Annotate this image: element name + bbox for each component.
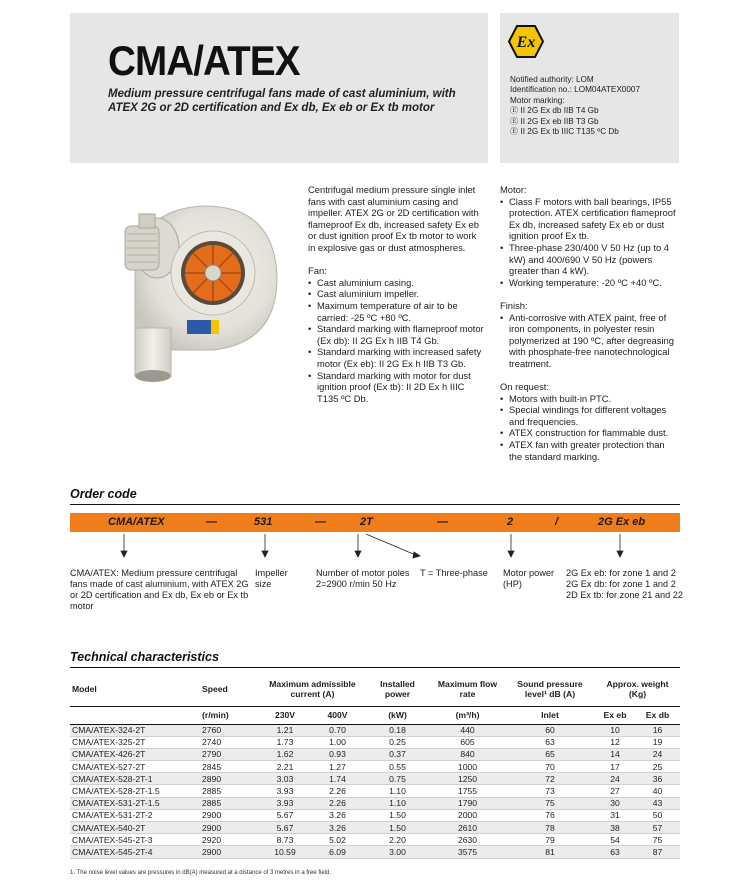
page-title: CMA/ATEX [108, 37, 300, 84]
code-poles: 2T [360, 516, 373, 528]
table-cell: 79 [505, 834, 595, 846]
table-row [70, 724, 680, 736]
table-cell: 25 [635, 761, 680, 773]
table-cell: 0.70 [310, 724, 365, 736]
finish-heading: Finish: [500, 299, 528, 311]
list-item: • Maximum temperature of air to be carried: -25 ºC +80 ºC. [308, 300, 486, 323]
code-model: CMA/ATEX [108, 516, 165, 528]
unit-ex-db: Ex db [635, 706, 680, 724]
motor-heading: Motor: [500, 184, 527, 195]
col-weight: Approx. weight (Kg) [595, 672, 680, 706]
col-flow: Maximum flow rate [430, 672, 505, 706]
list-item: • Motors with built-in PTC. [500, 393, 680, 405]
list-item: • Class F motors with ball bearings, IP55 protection. ATEX certification flameproof Ex db, increased safety Ex eb or dust ignition proof Ex tb. [500, 196, 680, 242]
tech-title: Technical characteristics [70, 650, 219, 664]
list-item: • Cast aluminium casing. [308, 277, 486, 289]
table-cell: 2630 [430, 834, 505, 846]
table-cell: CMA/ATEX-545-2T-3 [70, 834, 200, 846]
table-cell: 6.09 [310, 846, 365, 858]
table-cell: 3.03 [260, 773, 310, 785]
order-code-title: Order code [70, 487, 137, 501]
table-cell: 16 [635, 724, 680, 736]
table-cell: 30 [595, 797, 635, 809]
table-cell: 38 [595, 822, 635, 834]
ex-logo-text: Ex [516, 34, 536, 51]
order-code-bar [70, 513, 680, 532]
table-cell: 50 [635, 809, 680, 821]
cert-line: Ⓔ II 2G Ex eb IIB T3 Gb [510, 116, 599, 126]
table-cell: 1.50 [365, 822, 430, 834]
header-panel [70, 13, 488, 163]
table-cell: 3.26 [310, 809, 365, 821]
table-cell: 2790 [200, 748, 260, 760]
table-cell: 2890 [200, 773, 260, 785]
table-cell: 0.37 [365, 748, 430, 760]
table-cell: 43 [635, 797, 680, 809]
table-cell: 2885 [200, 797, 260, 809]
list-item: • Cast aluminium impeller. [308, 288, 486, 300]
table-cell: 1.27 [310, 761, 365, 773]
table-cell: 5.67 [260, 809, 310, 821]
table-cell: 31 [595, 809, 635, 821]
section-divider [70, 667, 680, 668]
table-cell: 3.93 [260, 785, 310, 797]
table-row [70, 785, 680, 797]
col-power: Installed power [365, 672, 430, 706]
table-row [70, 736, 680, 748]
table-cell: CMA/ATEX-325-2T [70, 736, 200, 748]
motor-list [500, 196, 680, 289]
table-cell: CMA/ATEX-540-2T [70, 822, 200, 834]
table-cell: 1.10 [365, 797, 430, 809]
table-cell: CMA/ATEX-324-2T [70, 724, 200, 736]
code-separator: — [437, 516, 448, 528]
table-cell: 40 [635, 785, 680, 797]
col-sound: Sound pressure level¹ dB (A) [505, 672, 595, 706]
table-cell: CMA/ATEX-528-2T-1.5 [70, 785, 200, 797]
table-cell: 0.55 [365, 761, 430, 773]
table-cell: 0.25 [365, 736, 430, 748]
unit-400v: 400V [310, 706, 365, 724]
table-row [70, 797, 680, 809]
table-cell: CMA/ATEX-545-2T-4 [70, 846, 200, 858]
table-cell: 24 [595, 773, 635, 785]
table-cell: 440 [430, 724, 505, 736]
code-impeller: 531 [254, 516, 273, 528]
table-cell: 81 [505, 846, 595, 858]
list-item: • ATEX construction for flammable dust. [500, 427, 680, 439]
table-cell: 2.20 [365, 834, 430, 846]
list-item: • Standard marking with increased safety motor (Ex eb): II 2G Ex h IIB T3 Gb. [308, 346, 486, 369]
col-model: Model [70, 672, 200, 706]
table-cell: 36 [635, 773, 680, 785]
table-cell: 76 [505, 809, 595, 821]
unit-inlet: Inlet [505, 706, 595, 724]
table-cell: 5.67 [260, 822, 310, 834]
unit-ex-eb: Ex eb [595, 706, 635, 724]
cert-line: Motor marking: [510, 95, 565, 105]
table-row [70, 834, 680, 846]
table-cell: 0.18 [365, 724, 430, 736]
table-units-row [70, 706, 680, 724]
fan-list [308, 277, 486, 405]
table-cell: 73 [505, 785, 595, 797]
table-cell: 5.02 [310, 834, 365, 846]
unit-flow: (m³/h) [430, 706, 505, 724]
page-subtitle: Medium pressure centrifugal fans made of cast aluminium, with ATEX 2G or 2D certification and Ex db, Ex eb or Ex tb motor [108, 88, 456, 114]
list-item: • Standard marking with motor for dust ignition proof (Ex tb): II 2D Ex h IIIC T135 ºC Db. [308, 370, 486, 405]
centrifugal-fan-photo [95, 178, 295, 383]
table-cell: CMA/ATEX-528-2T-1 [70, 773, 200, 785]
col-current: Maximum admissible current (A) [260, 672, 365, 706]
table-cell: 3.93 [260, 797, 310, 809]
intro-text: Centrifugal medium pressure single inlet fans with cast aluminium casing and impeller. ATEX 2G or 2D certification with flameproof Ex db, increased safety Ex eb or dust ignition proof Ex tb motor to work in explosive gas or dust atmospheres. [308, 184, 479, 253]
table-cell: 2.26 [310, 785, 365, 797]
table-cell: 1.73 [260, 736, 310, 748]
table-cell: 840 [430, 748, 505, 760]
request-heading: On request: [500, 381, 549, 393]
cert-line: Ⓔ II 2G Ex tb IIIC T135 ºC Db [510, 127, 619, 137]
table-cell: 2885 [200, 785, 260, 797]
list-item: • Special windings for different voltages and frequencies. [500, 404, 680, 427]
code-separator: — [206, 516, 217, 528]
table-row [70, 809, 680, 821]
legend-power: Motor power (HP) [503, 568, 555, 589]
legend-poles: Number of motor poles 2=2900 r/min 50 Hz [316, 568, 410, 589]
table-cell: 65 [505, 748, 595, 760]
table-row [70, 846, 680, 858]
table-cell: 2740 [200, 736, 260, 748]
table-cell: 70 [505, 761, 595, 773]
zone-line: 2G Ex eb: for zone 1 and 2 [566, 568, 676, 578]
footnote: 1. The noise level values are pressures in dB(A) measured at a distance of 3 metres in a free field. [70, 870, 332, 876]
table-cell: 2610 [430, 822, 505, 834]
certification-panel [500, 13, 679, 163]
table-cell: 2845 [200, 761, 260, 773]
table-cell: 1.00 [310, 736, 365, 748]
table-cell: CMA/ATEX-527-2T [70, 761, 200, 773]
table-cell: 19 [635, 736, 680, 748]
cert-line: Notified authority: LOM [510, 75, 594, 84]
list-item: • ATEX fan with greater protection than the standard marking. [500, 439, 680, 462]
table-cell: 2900 [200, 846, 260, 858]
table-cell: 17 [595, 761, 635, 773]
finish-list [500, 312, 680, 370]
table-cell: 2760 [200, 724, 260, 736]
table-cell: 1.21 [260, 724, 310, 736]
table-cell: 75 [635, 834, 680, 846]
table-cell: 1.50 [365, 809, 430, 821]
unit-kw: (kW) [365, 706, 430, 724]
table-cell: 14 [595, 748, 635, 760]
list-item: • Standard marking with flameproof motor (Ex db): II 2G Ex h IIB T4 Gb. [308, 323, 486, 346]
section-divider [70, 504, 680, 505]
certification-text [510, 75, 640, 137]
table-cell: 0.75 [365, 773, 430, 785]
fan-heading: Fan: [308, 265, 327, 277]
tech-table [70, 672, 680, 859]
list-item: • Anti-corrosive with ATEX paint, free of iron components, in polyester resin polymerized at 190 ºC, after degreasing with phosphate-free nanotechnological treatment. [500, 312, 680, 370]
cert-line: Identification no.: LOM04ATEX0007 [510, 85, 641, 95]
legend-impeller: Impeller size [255, 568, 288, 589]
table-cell: 10.59 [260, 846, 310, 858]
table-cell: 63 [595, 846, 635, 858]
table-cell: 3575 [430, 846, 505, 858]
table-cell: 2920 [200, 834, 260, 846]
col-speed: Speed [200, 672, 260, 706]
table-cell: 24 [635, 748, 680, 760]
legend-model: CMA/ATEX: Medium pressure centrifugal fans made of cast aluminium, with ATEX 2G or 2D certification and Ex db, Ex eb or Ex tb motor [70, 568, 249, 611]
atex-ex-hexagon-icon [508, 25, 544, 58]
legend-zones [566, 568, 696, 601]
table-row [70, 822, 680, 834]
table-cell: 0.93 [310, 748, 365, 760]
code-power: 2 [507, 516, 514, 528]
table-cell: 2.21 [260, 761, 310, 773]
table-cell: 1250 [430, 773, 505, 785]
table-cell: 1755 [430, 785, 505, 797]
table-row [70, 761, 680, 773]
table-row [70, 748, 680, 760]
legend-phase: T = Three-phase [420, 568, 488, 578]
zone-line: 2D Ex tb: for zone 21 and 22 [566, 590, 683, 600]
table-cell: 75 [505, 797, 595, 809]
description-column-1 [308, 184, 486, 416]
table-row [70, 773, 680, 785]
unit-speed: (r/min) [200, 706, 260, 724]
table-cell: 1.74 [310, 773, 365, 785]
table-cell: 2.26 [310, 797, 365, 809]
table-cell: 27 [595, 785, 635, 797]
table-cell: 2000 [430, 809, 505, 821]
description-column-2 [500, 184, 680, 474]
table-cell: 3.00 [365, 846, 430, 858]
table-cell: 54 [595, 834, 635, 846]
code-slash: / [555, 516, 559, 528]
table-cell: 72 [505, 773, 595, 785]
table-cell: CMA/ATEX-531-2T-2 [70, 809, 200, 821]
unit-230v: 230V [260, 706, 310, 724]
table-cell: 1000 [430, 761, 505, 773]
table-cell: 10 [595, 724, 635, 736]
table-cell: CMA/ATEX-531-2T-1.5 [70, 797, 200, 809]
list-item: • Working temperature: -20 ºC +40 ºC. [500, 277, 680, 289]
list-item: • Three-phase 230/400 V 50 Hz (up to 4 kW) and 400/690 V 50 Hz (powers greater than 4 kW). [500, 242, 680, 277]
table-cell: 63 [505, 736, 595, 748]
table-cell: 2900 [200, 809, 260, 821]
request-list [500, 393, 680, 463]
cert-line: Ⓔ II 2G Ex db IIB T4 Gb [510, 106, 599, 116]
table-cell: 2900 [200, 822, 260, 834]
table-cell: 605 [430, 736, 505, 748]
table-cell: CMA/ATEX-426-2T [70, 748, 200, 760]
table-cell: 12 [595, 736, 635, 748]
table-cell: 1.62 [260, 748, 310, 760]
table-cell: 3.26 [310, 822, 365, 834]
table-cell: 78 [505, 822, 595, 834]
table-cell: 87 [635, 846, 680, 858]
code-marking: 2G Ex eb [598, 516, 646, 528]
table-cell: 60 [505, 724, 595, 736]
code-separator: — [315, 516, 326, 528]
table-cell: 8.73 [260, 834, 310, 846]
table-cell: 1.10 [365, 785, 430, 797]
table-header-row [70, 672, 680, 706]
table-cell: 57 [635, 822, 680, 834]
table-cell: 1790 [430, 797, 505, 809]
zone-line: 2G Ex db: for zone 1 and 2 [566, 579, 676, 589]
